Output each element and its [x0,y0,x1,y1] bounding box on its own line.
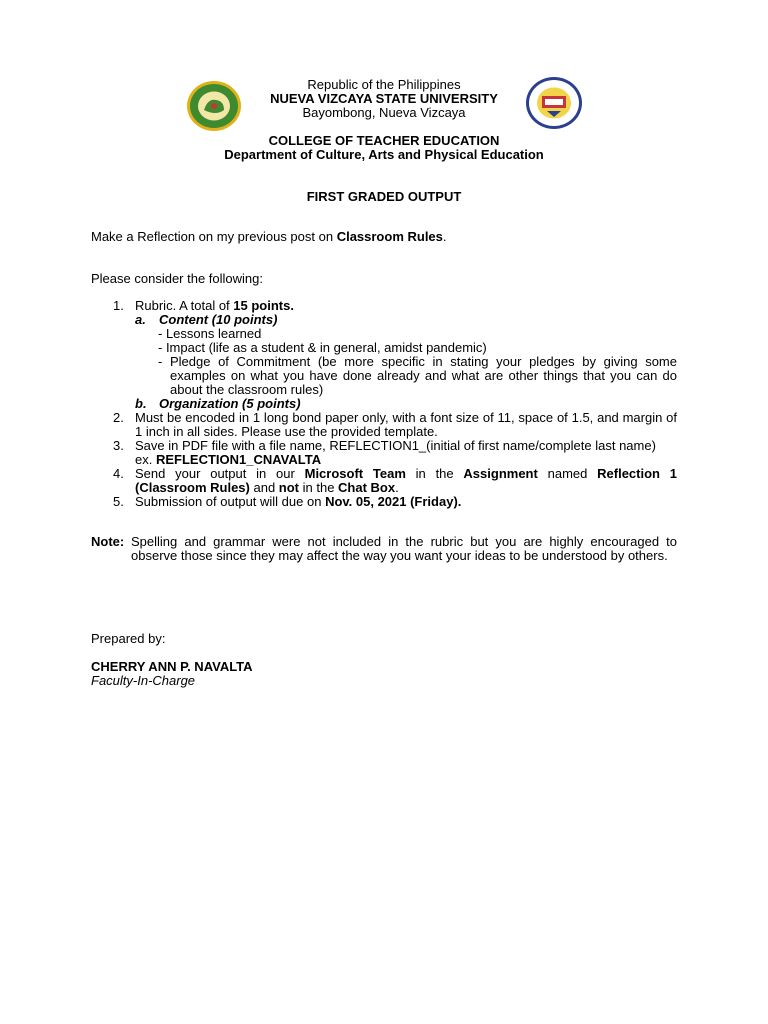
instruction-list [91,299,677,509]
prepared-by-label: Prepared by: [91,631,166,646]
consider-paragraph: Please consider the following: [91,271,263,286]
university-location: Bayombong, Nueva Vizcaya [302,105,466,120]
note-block [91,535,677,563]
dash-item: - Lessons learned [158,326,262,341]
dash-item: - Impact (life as a student & in general, amidst pandemic) [158,340,487,355]
sub-item-content: a. Content (10 points) [135,312,278,327]
intro-paragraph: Make a Reflection on my previous post on Classroom Rules. [91,229,447,244]
document-title: FIRST GRADED OUTPUT [306,189,462,204]
dash-item: - Pledge of Commitment (be more specific in stating your pledges by giving some examples on what you have done already and what are other things that you can do about the classroom rules) [158,354,677,397]
list-item: 4. Send your output in our Microsoft Team in the Assignment named Reflection 1 (Classroom Rules) and not in the Chat Box. [113,466,677,495]
list-item: 2. Must be encoded in 1 long bond paper only, with a font size of 11, space of 1.5, and margin of 1 inch in all sides. Please use the provided template. [113,410,677,439]
department-name: Department of Culture, Arts and Physical Education [224,147,544,162]
sub-item-organization: b. Organization (5 points) [135,396,301,411]
letterhead [0,78,768,120]
college-name: COLLEGE OF TEACHER EDUCATION [268,133,500,148]
list-item: 3. Save in PDF file with a file name, REFLECTION1_(initial of first name/complete last name) ex. REFLECTION1_CNAVALTA [113,438,656,467]
republic-line: Republic of the Philippines [307,77,461,92]
university-name: NUEVA VIZCAYA STATE UNIVERSITY [270,91,498,106]
note-label: Note: [91,534,125,549]
list-item: 1. Rubric. A total of 15 points. [113,298,294,313]
signer-role: Faculty-In-Charge [91,673,196,688]
list-item: 5. Submission of output will due on Nov. 05, 2021 (Friday). [113,494,462,509]
signer-name: CHERRY ANN P. NAVALTA [91,659,253,674]
note-text: Spelling and grammar were not included in the rubric but you are highly encouraged to observe those since they may affect the way you want your ideas to be understood by others. [131,534,677,563]
